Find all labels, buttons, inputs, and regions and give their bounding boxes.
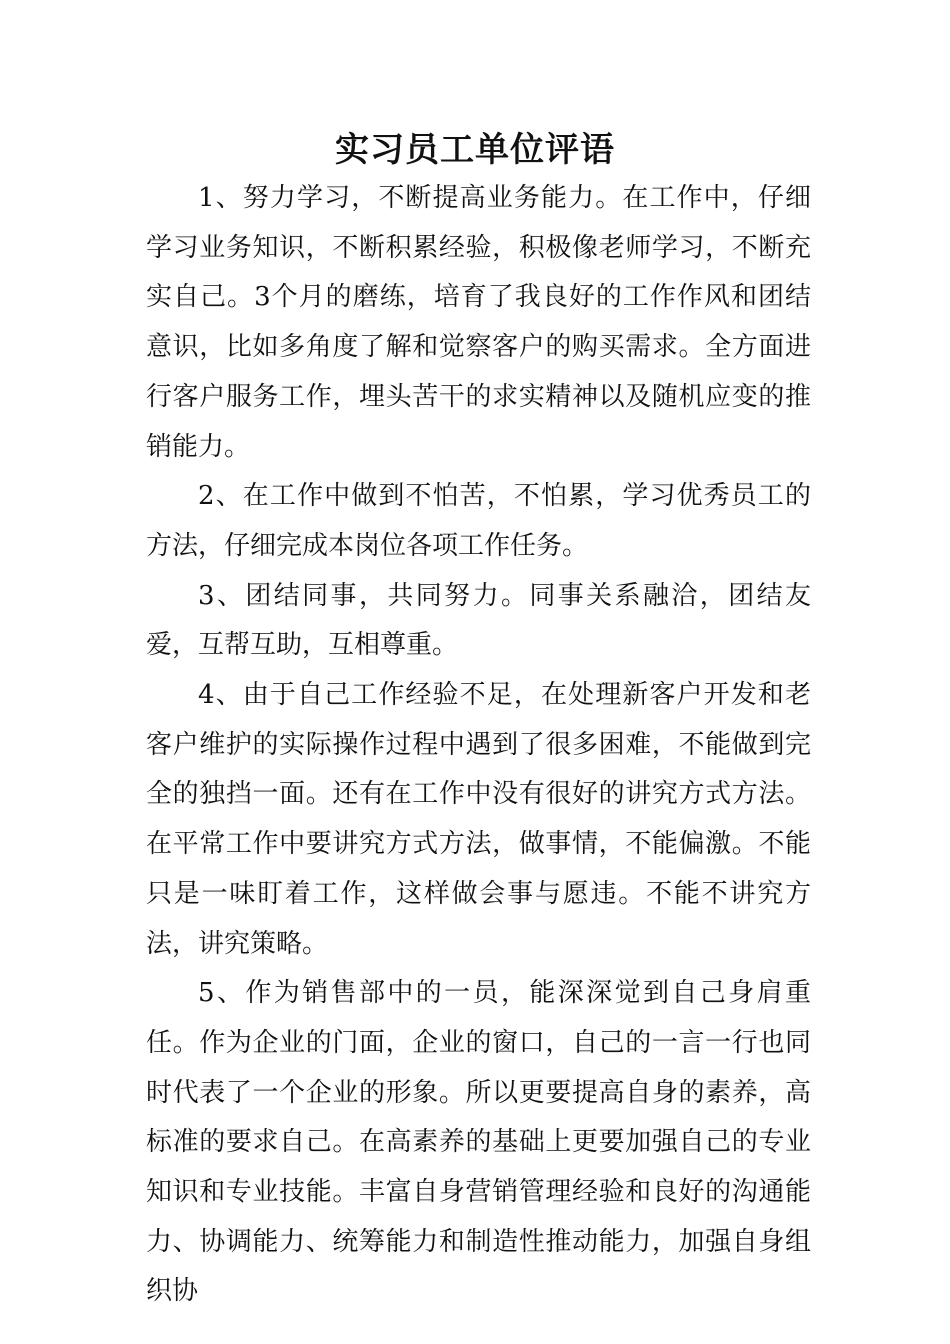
paragraph-1: 1、努力学习，不断提高业务能力。在工作中，仔细学习业务知识，不断积累经验，积极像老师学习，不断充实自己。3个月的磨练，培育了我良好的工作作风和团结意识，比如多角度了解和觉察客户的购买需求。全方面进行客户服务工作，埋头苦干的求实精神以及随机应变的推销能力。 bbox=[146, 183, 811, 462]
paragraph-5: 5、作为销售部中的一员，能深深觉到自己身肩重任。作为企业的门面，企业的窗口，自己的一言一行也同时代表了一个企业的形象。所以更要提高自身的素养，高标准的要求自己。在高素养的基础上更要加强自己的专业知识和专业技能。丰富自身营销管理经验和良好的沟通能力、协调能力、统筹能力和制造性推动能力，加强自身组织协 bbox=[146, 978, 811, 1307]
paragraph-2: 2、在工作中做到不怕苦，不怕累，学习优秀员工的方法，仔细完成本岗位各项工作任务。 bbox=[146, 481, 811, 561]
paragraph-4: 4、由于自己工作经验不足，在处理新客户开发和老客户维护的实际操作过程中遇到了很多困难，不能做到完全的独挡一面。还有在工作中没有很好的讲究方式方法。在平常工作中要讲究方式方法，做事情，不能偏激。不能只是一味盯着工作，这样做会事与愿违。不能不讲究方法，讲究策略。 bbox=[146, 680, 811, 959]
document-body bbox=[146, 174, 811, 1317]
document-title: 实习员工单位评语 bbox=[335, 130, 615, 170]
paragraph-3: 3、团结同事，共同努力。同事关系融洽，团结友爱，互帮互助，互相尊重。 bbox=[146, 580, 811, 661]
